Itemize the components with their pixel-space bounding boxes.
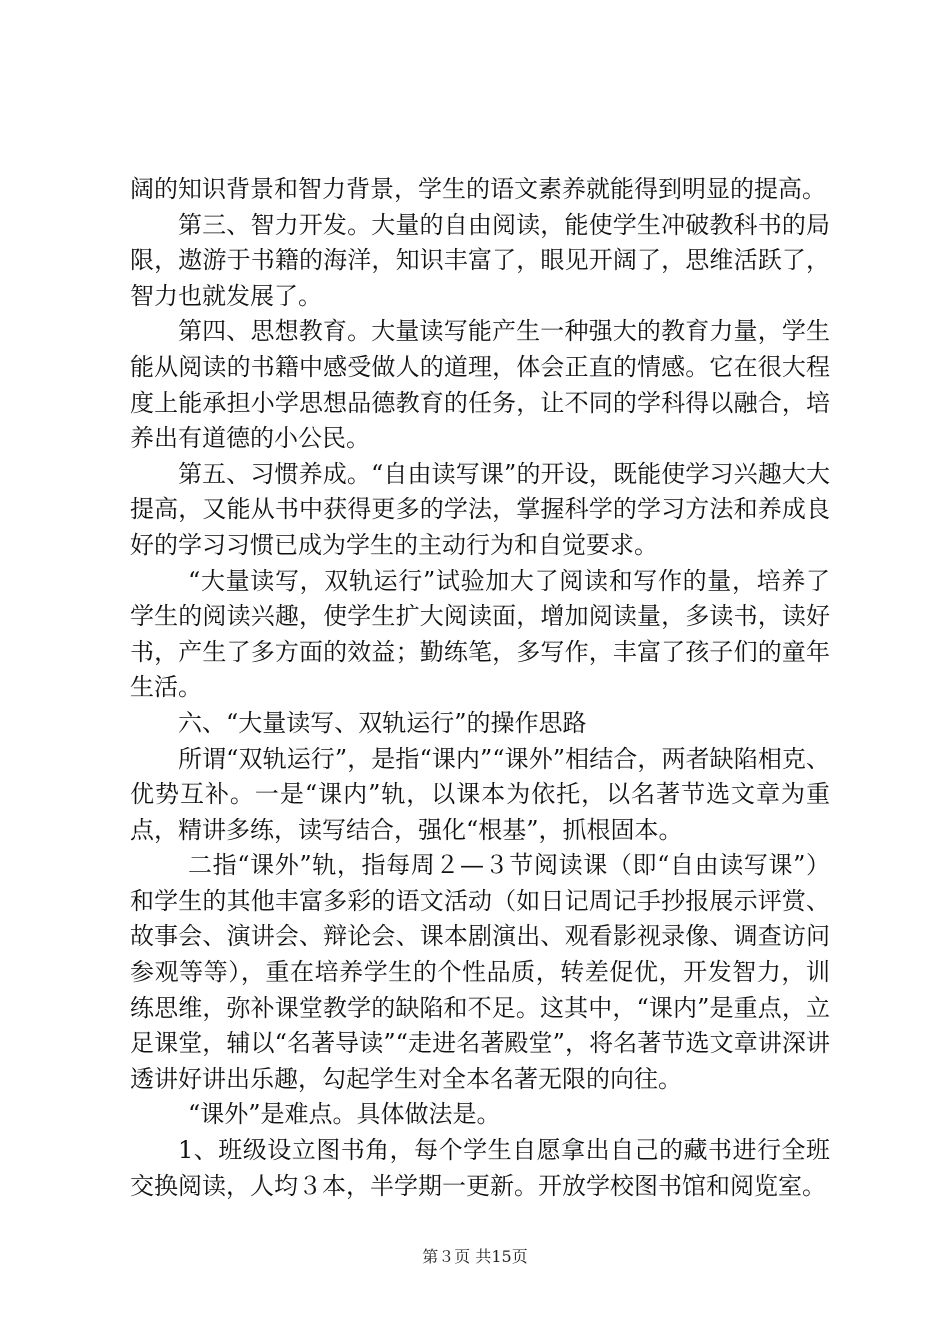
paragraph-8: 二指“课外”轨，指每周２—３节阅读课（即“自由读写课”）和学生的其他丰富多彩的语文活动（如日记周记手抄报展示评赏、故事会、演讲会、辩论会、课本剧演出、观看影视录像、调查访问参观等等），重在培养学生的个性品质，转差促优，开发智力，训练思维，弥补课堂教学的缺陷和不足。这其中，“课内”是重点，立足课堂，辅以“名著导读”“走进名著殿堂”，将名著节选文章讲深讲透讲好讲出乐趣，勾起学生对全本名著无限的向往。 xyxy=(130,851,830,1093)
document-body xyxy=(130,172,830,1204)
paragraph-5: “大量读写，双轨运行”试验加大了阅读和写作的量，培养了学生的阅读兴趣，使学生扩大阅读面，增加阅读量，多读书，读好书，产生了多方面的效益；勤练笔，多写作，丰富了孩子们的童年生活。 xyxy=(130,566,830,702)
paragraph-1: 阔的知识背景和智力背景，学生的语文素养就能得到明显的提高。 xyxy=(130,175,826,203)
paragraph-2: 第三、智力开发。大量的自由阅读，能使学生冲破教科书的局限，遨游于书籍的海洋，知识丰富了，眼见开阔了，思维活跃了，智力也就发展了。 xyxy=(130,210,830,310)
paragraph-4: 第五、习惯养成。“自由读写课”的开设，既能使学习兴趣大大提高，又能从书中获得更多的学法，掌握科学的学习方法和养成良好的学习习惯已成为学生的主动行为和自觉要求。 xyxy=(130,459,830,559)
page-footer: 第３页 共15页 xyxy=(422,1247,528,1266)
paragraph-3: 第四、思想教育。大量读写能产生一种强大的教育力量，学生能从阅读的书籍中感受做人的道理，体会正直的情感。它在很大程度上能承担小学思想品德教育的任务，让不同的学科得以融合，培养出有道德的小公民。 xyxy=(130,317,830,453)
section-heading-6: 六、“大量读写、双轨运行”的操作思路 xyxy=(178,708,587,737)
paragraph-10: 1、班级设立图书角，每个学生自愿拿出自己的藏书进行全班交换阅读，人均３本，半学期一更新。开放学校图书馆和阅览室。 xyxy=(130,1136,830,1200)
paragraph-7: 所谓“双轨运行”，是指“课内”“课外”相结合，两者缺陷相克、优势互补。一是“课内”轨，以课本为依托，以名著节选文章为重点，精讲多练，读写结合，强化“根基”，抓根固本。 xyxy=(130,744,830,844)
paragraph-9: “课外”是难点。具体做法是。 xyxy=(188,1100,501,1129)
